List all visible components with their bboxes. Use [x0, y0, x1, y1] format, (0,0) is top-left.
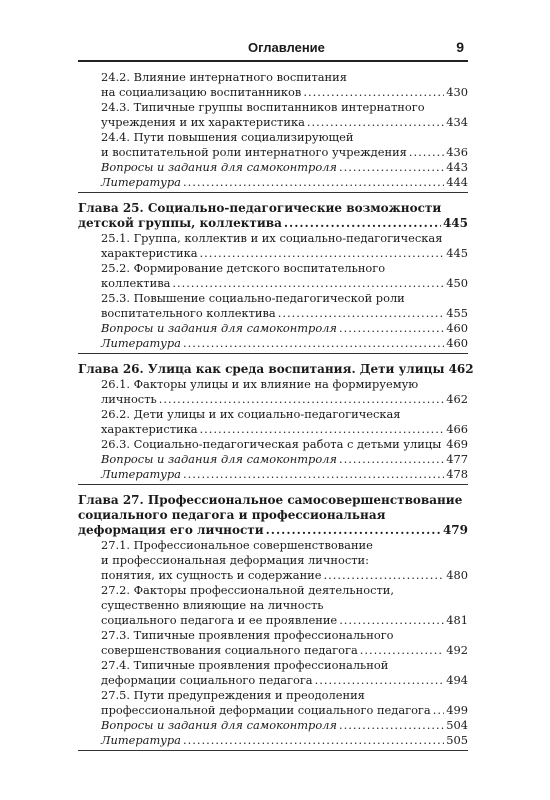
entry-last-line [101, 321, 468, 336]
dot-leader [433, 703, 445, 718]
entry-title: совершенствования социального педагога [101, 643, 358, 657]
entry-title: деформация его личности [78, 523, 264, 537]
entry-page-number: 494 [446, 673, 468, 687]
entry-title: понятия, их сущность и содержание [101, 568, 322, 582]
entry-page-number: 444 [446, 175, 468, 189]
entry-title: личность [101, 392, 157, 406]
entry-line: 25.2. Формирование детского воспитательного [101, 261, 386, 275]
toc-aux-entry[interactable] [78, 718, 468, 733]
page-number: 9 [456, 39, 464, 55]
entry-line: социального педагога и профессиональная [78, 508, 386, 522]
dot-leader [284, 216, 441, 231]
entry-page-number: 436 [446, 145, 468, 159]
entry-last-line [101, 145, 468, 160]
entry-line: 24.4. Пути повышения социализирующей [101, 130, 354, 144]
entry-title: социального педагога и ее проявление [101, 613, 338, 627]
entry-last-line [101, 276, 468, 291]
toc-section-entry[interactable] [78, 100, 468, 130]
entry-line: 27.3. Типичные проявления профессионального [101, 628, 394, 642]
dot-leader [339, 613, 444, 628]
dot-leader [183, 175, 444, 190]
toc-group [78, 201, 468, 354]
entry-page-number: 460 [446, 336, 468, 350]
entry-line: Глава 27. Профессиональное самосовершенствование [78, 493, 463, 507]
entry-title: характеристика [101, 246, 198, 260]
toc-section-entry[interactable] [78, 688, 468, 718]
entry-last-line [101, 452, 468, 467]
entry-title: Вопросы и задания для самоконтроля [101, 452, 337, 466]
toc-section-entry[interactable] [78, 407, 468, 437]
entry-last-line [101, 392, 468, 407]
chapter-entry[interactable] [78, 201, 468, 231]
toc-group [78, 70, 468, 193]
entry-last-line [78, 523, 468, 538]
entry-page-number: 462 [446, 392, 468, 406]
chapter-entry[interactable] [78, 362, 474, 377]
entry-title: и воспитательной роли интернатного учреждения [101, 145, 407, 159]
entry-page-number: 480 [446, 568, 468, 582]
entry-page-number: 445 [442, 216, 468, 230]
entry-last-line [78, 216, 468, 231]
toc-group [78, 362, 474, 485]
entry-title: воспитательного коллектива [101, 306, 276, 320]
running-header [78, 38, 468, 62]
chapter-entry[interactable] [78, 493, 468, 538]
toc-section-entry[interactable] [78, 538, 468, 583]
dot-leader [266, 523, 441, 538]
entry-last-line [101, 175, 468, 190]
dot-leader [172, 276, 444, 291]
entry-title: на социализацию воспитанников [101, 85, 302, 99]
entry-page-number: 478 [446, 467, 468, 481]
dot-leader [339, 160, 444, 175]
entry-last-line [101, 568, 468, 583]
dot-leader [183, 733, 444, 748]
entry-last-line [101, 733, 468, 748]
entry-page-number: 466 [446, 422, 468, 436]
entry-last-line [101, 336, 468, 351]
dot-leader [200, 246, 445, 261]
dot-leader [339, 321, 444, 336]
entry-title: Глава 26. Улица как среда воспитания. Дети улицы [78, 362, 445, 376]
toc-aux-entry[interactable] [78, 452, 468, 467]
entry-page-number: 462 [448, 362, 474, 376]
entry-title: Литература [101, 336, 181, 350]
toc-group [78, 493, 468, 751]
entry-line: 24.2. Влияние интернатного воспитания [101, 70, 347, 84]
entry-line: 27.4. Типичные проявления профессиональной [101, 658, 389, 672]
entry-last-line [101, 673, 468, 688]
entry-line: существенно влияющие на личность [101, 598, 324, 612]
entry-page-number: 479 [442, 523, 468, 537]
entry-last-line [101, 422, 468, 437]
entry-page-number: 443 [446, 160, 468, 174]
entry-title: Вопросы и задания для самоконтроля [101, 160, 337, 174]
dot-leader [409, 145, 444, 160]
entry-last-line [101, 643, 468, 658]
entry-page-number: 469 [446, 437, 468, 451]
entry-last-line [101, 703, 468, 718]
table-of-contents [78, 70, 474, 759]
entry-line: 26.1. Факторы улицы и их влияние на формируемую [101, 377, 419, 391]
entry-last-line [101, 467, 468, 482]
dot-leader [159, 392, 445, 407]
entry-last-line [101, 85, 468, 100]
entry-line: 25.3. Повышение социально-педагогической роли [101, 291, 405, 305]
dot-leader [339, 718, 444, 733]
toc-section-entry[interactable] [78, 628, 468, 658]
entry-title: Вопросы и задания для самоконтроля [101, 321, 337, 335]
dot-leader [443, 437, 444, 452]
entry-page-number: 504 [446, 718, 468, 732]
entry-page-number: 455 [446, 306, 468, 320]
dot-leader [307, 115, 444, 130]
dot-leader [360, 643, 444, 658]
entry-title: деформации социального педагога [101, 673, 313, 687]
entry-page-number: 460 [446, 321, 468, 335]
toc-aux-entry[interactable] [78, 160, 468, 175]
entry-line: и профессиональная деформация личности: [101, 553, 369, 567]
entry-page-number: 450 [446, 276, 468, 290]
entry-title: характеристика [101, 422, 198, 436]
entry-page-number: 477 [446, 452, 468, 466]
dot-leader [324, 568, 445, 583]
entry-line: 24.3. Типичные группы воспитанников интернатного [101, 100, 425, 114]
dot-leader [183, 336, 444, 351]
entry-page-number: 445 [446, 246, 468, 260]
entry-last-line [101, 115, 468, 130]
entry-title: коллектива [101, 276, 171, 290]
entry-line: Глава 25. Социально-педагогические возможности [78, 201, 442, 215]
dot-leader [303, 85, 444, 100]
toc-section-entry[interactable] [78, 70, 468, 100]
toc-aux-entry[interactable] [78, 321, 468, 336]
dot-leader [315, 673, 445, 688]
toc-aux-entry[interactable] [78, 733, 468, 748]
toc-section-entry[interactable] [78, 261, 468, 291]
entry-last-line [101, 306, 468, 321]
entry-page-number: 492 [446, 643, 468, 657]
dot-leader [200, 422, 445, 437]
toc-section-entry[interactable] [78, 583, 468, 628]
entry-last-line [78, 362, 474, 377]
entry-line: 27.1. Профессиональное совершенствование [101, 538, 373, 552]
entry-title: Литература [101, 175, 181, 189]
entry-last-line [101, 246, 468, 261]
dot-leader [183, 467, 444, 482]
toc-aux-entry[interactable] [78, 175, 468, 190]
entry-page-number: 505 [446, 733, 468, 747]
toc-section-entry[interactable] [78, 130, 468, 160]
entry-title: 26.3. Социально-педагогическая работа с детьми улицы [101, 437, 442, 451]
entry-last-line [101, 160, 468, 175]
dot-leader [278, 306, 445, 321]
header-title: Оглавление [248, 40, 325, 55]
entry-line: 25.1. Группа, коллектив и их социально-педагогическая [101, 231, 443, 245]
toc-section-entry[interactable] [78, 231, 468, 261]
entry-page-number: 430 [446, 85, 468, 99]
toc-section-entry[interactable] [78, 377, 468, 407]
entry-page-number: 481 [446, 613, 468, 627]
entry-title: Литература [101, 467, 181, 481]
entry-line: 27.2. Факторы профессиональной деятельности, [101, 583, 394, 597]
entry-last-line [101, 613, 468, 628]
toc-section-entry[interactable] [78, 437, 468, 452]
toc-section-entry[interactable] [78, 658, 468, 688]
entry-last-line [101, 718, 468, 733]
toc-section-entry[interactable] [78, 291, 468, 321]
entry-page-number: 499 [446, 703, 468, 717]
entry-title: профессиональной деформации социального педагога [101, 703, 431, 717]
entry-last-line [101, 437, 468, 452]
entry-title: Вопросы и задания для самоконтроля [101, 718, 337, 732]
entry-page-number: 434 [446, 115, 468, 129]
entry-title: Литература [101, 733, 181, 747]
toc-aux-entry[interactable] [78, 467, 468, 482]
entry-title: детской группы, коллектива [78, 216, 282, 230]
dot-leader [339, 452, 444, 467]
toc-aux-entry[interactable] [78, 336, 468, 351]
entry-title: учреждения и их характеристика [101, 115, 305, 129]
entry-line: 27.5. Пути предупреждения и преодоления [101, 688, 365, 702]
entry-line: 26.2. Дети улицы и их социально-педагогическая [101, 407, 401, 421]
